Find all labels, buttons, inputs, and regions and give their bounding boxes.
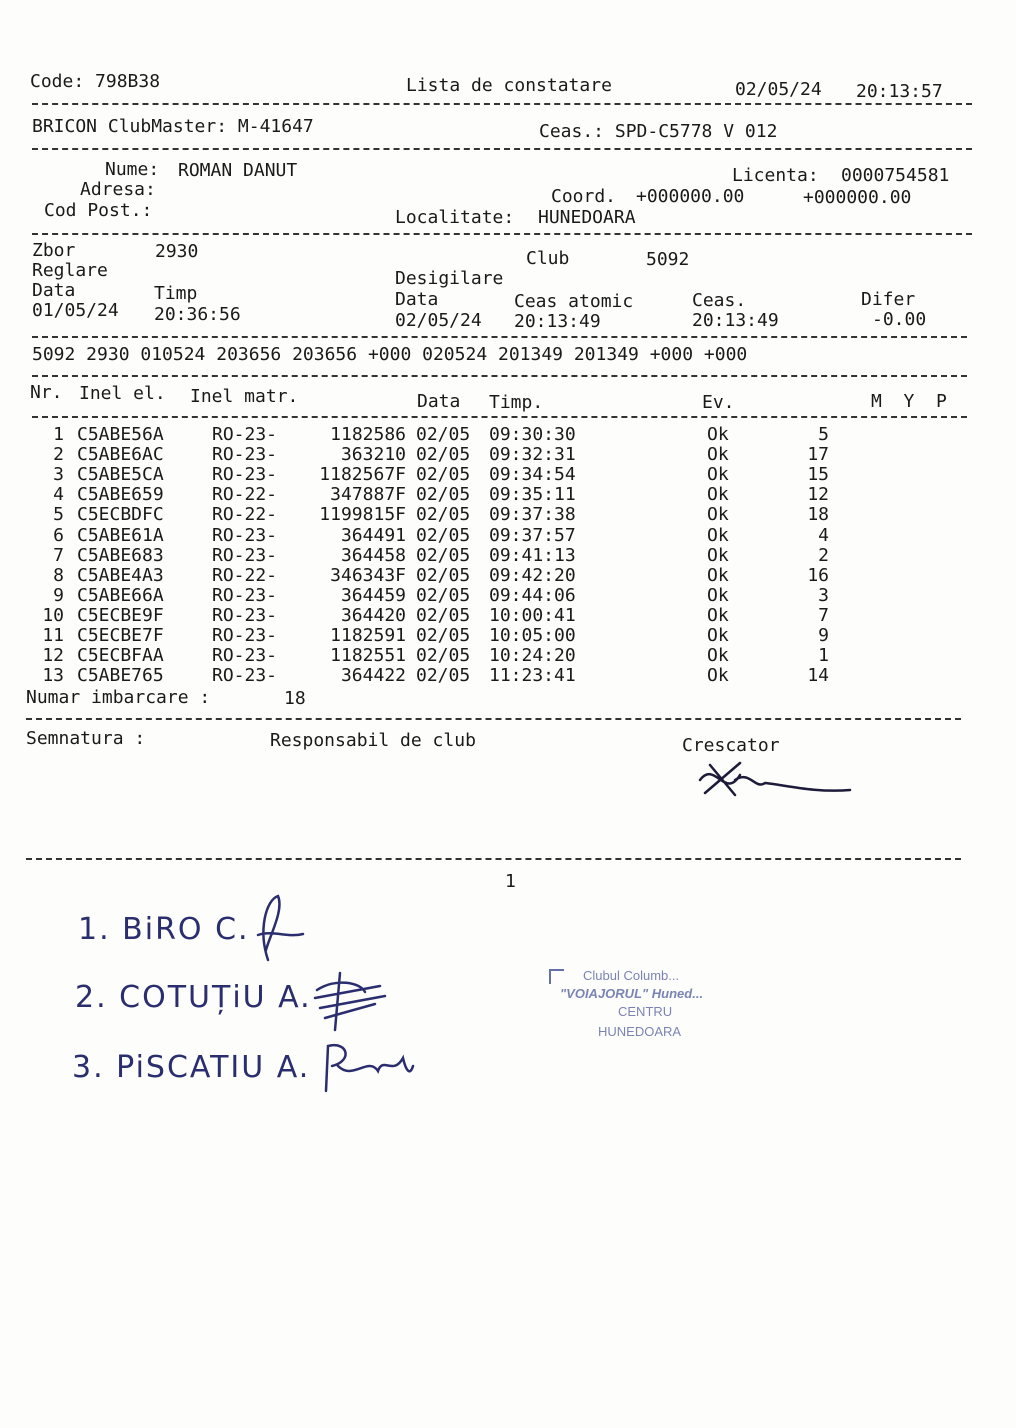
ring-prefix: RO-23-	[212, 464, 278, 486]
stamp-line-1: Clubul Columb...	[583, 968, 680, 983]
handwritten-line-2: 2. COTUȚiU A.	[75, 980, 312, 1015]
table-row	[0, 505, 1016, 525]
electronic-ring: C5ECBFAA	[77, 645, 164, 667]
ring-number: 1199815F	[319, 504, 406, 526]
print-date: 02/05/24	[735, 79, 822, 100]
table-row	[0, 546, 1016, 566]
ring-prefix: RO-23-	[212, 665, 278, 687]
club-number: 5092	[646, 249, 690, 270]
arrival-time: 09:34:54	[489, 464, 576, 486]
col-data: Data	[417, 391, 461, 412]
event-status: Ok	[707, 604, 729, 626]
event-status: Ok	[707, 584, 729, 606]
reglare-label: Reglare	[32, 260, 108, 281]
electronic-ring: C5ABE61A	[77, 524, 164, 546]
table-row	[0, 586, 1016, 606]
club-master-id: BRICON ClubMaster: M-41647	[32, 116, 314, 137]
electronic-ring: C5ECBE9F	[77, 604, 164, 626]
arrival-date: 02/05	[416, 665, 471, 687]
electronic-ring: C5ABE683	[77, 544, 164, 566]
row-number: 12	[42, 645, 64, 667]
desigilare-label: Desigilare	[395, 268, 504, 289]
arrival-time: 09:30:30	[489, 424, 576, 445]
arrival-date: 02/05	[416, 625, 471, 646]
col-ev: Ev.	[702, 392, 735, 413]
arrival-time: 09:44:06	[489, 584, 576, 606]
event-status: Ok	[707, 645, 729, 667]
ring-number: 364491	[340, 524, 406, 546]
reglare-date-label: Data	[32, 280, 76, 301]
difference-value: -0.00	[872, 309, 927, 330]
coord-label: Coord.	[551, 186, 617, 207]
breeder-signature	[695, 755, 855, 805]
signature-label: Semnatura :	[26, 728, 146, 749]
locality: HUNEDOARA	[538, 207, 636, 228]
arrival-date: 02/05	[416, 464, 471, 486]
electronic-ring: C5ABE5CA	[77, 464, 164, 486]
event-status: Ok	[707, 424, 729, 445]
arrival-date: 02/05	[416, 564, 471, 586]
arrival-date: 02/05	[416, 604, 471, 626]
desig-date: 02/05/24	[395, 310, 482, 331]
event-status: Ok	[707, 444, 729, 466]
arrival-time: 09:35:11	[489, 484, 576, 506]
arrival-time: 09:37:38	[489, 504, 576, 526]
col-inel-el: Inel el.	[79, 383, 166, 404]
ring-number: 346343F	[330, 564, 406, 586]
divider	[32, 148, 972, 150]
clock-time: 20:13:49	[692, 310, 779, 331]
event-status: Ok	[707, 464, 729, 486]
arrival-time: 10:24:20	[489, 645, 576, 667]
col-nr: Nr.	[30, 382, 63, 403]
atomic-clock-label: Ceas atomic	[514, 291, 634, 312]
row-number: 9	[53, 584, 64, 606]
postal-code-label: Cod Post.:	[44, 200, 153, 221]
arrival-time: 10:00:41	[489, 604, 576, 626]
row-number: 4	[53, 484, 64, 506]
arrival-date: 02/05	[416, 584, 471, 606]
ring-prefix: RO-23-	[212, 444, 278, 466]
table-row	[0, 566, 1016, 586]
ranking-value: 14	[807, 665, 829, 687]
ranking-value: 5	[818, 424, 829, 445]
ring-number: 1182551	[330, 645, 406, 667]
ring-prefix: RO-23-	[212, 625, 278, 646]
divider	[26, 718, 961, 720]
divider	[32, 103, 972, 105]
ranking-value: 4	[818, 524, 829, 546]
ring-prefix: RO-23-	[212, 584, 278, 606]
arrival-time: 10:05:00	[489, 625, 576, 646]
ranking-value: 3	[818, 584, 829, 606]
ranking-value: 2	[818, 544, 829, 566]
breeder-label: Crescator	[682, 735, 780, 756]
electronic-ring: C5ABE66A	[77, 584, 164, 606]
ring-prefix: RO-23-	[212, 544, 278, 566]
ring-number: 363210	[340, 444, 406, 466]
clock-label: Ceas.	[692, 290, 747, 311]
row-number: 11	[42, 625, 64, 646]
arrival-time: 09:32:31	[489, 444, 576, 466]
table-row	[0, 425, 1016, 445]
ring-prefix: RO-22-	[212, 504, 278, 526]
row-number: 13	[42, 665, 64, 687]
arrival-date: 02/05	[416, 544, 471, 566]
ring-number: 1182567F	[319, 464, 406, 486]
divider	[32, 375, 967, 377]
ranking-value: 15	[807, 464, 829, 486]
licence-label: Licenta:	[732, 165, 819, 186]
reglare-time-label: Timp	[154, 283, 198, 304]
row-number: 1	[53, 424, 64, 445]
signature-2	[305, 968, 395, 1038]
table-row	[0, 606, 1016, 626]
table-row	[0, 465, 1016, 485]
licence-number: 0000754581	[841, 165, 950, 186]
col-myp: M Y P	[871, 391, 947, 412]
signature-3	[318, 1036, 418, 1096]
handwritten-line-1: 1. BiRO C.	[78, 912, 250, 947]
electronic-ring: C5ABE659	[77, 484, 164, 506]
club-label: Club	[526, 248, 570, 269]
ring-prefix: RO-22-	[212, 484, 278, 506]
ranking-value: 16	[807, 564, 829, 586]
ring-prefix: RO-23-	[212, 604, 278, 626]
reglare-date: 01/05/24	[32, 300, 119, 321]
row-number: 10	[42, 604, 64, 626]
ring-prefix: RO-23-	[212, 424, 278, 445]
electronic-ring: C5ECBDFC	[77, 504, 164, 526]
arrival-time: 09:37:57	[489, 524, 576, 546]
electronic-ring: C5ABE765	[77, 665, 164, 687]
row-number: 6	[53, 524, 64, 546]
handwritten-line-3: 3. PiSCATIU A.	[72, 1050, 311, 1085]
code-line: 5092 2930 010524 203656 203656 +000 020524 201349 201349 +000 +000	[32, 344, 748, 365]
col-timp: Timp.	[489, 392, 544, 413]
ranking-value: 12	[807, 484, 829, 506]
arrival-date: 02/05	[416, 524, 471, 546]
electronic-ring: C5ABE6AC	[77, 444, 164, 466]
divider	[26, 858, 961, 860]
table-row	[0, 666, 1016, 686]
ring-number: 347887F	[330, 484, 406, 506]
ring-number: 364420	[340, 604, 406, 626]
row-number: 2	[53, 444, 64, 466]
ranking-value: 18	[807, 504, 829, 526]
boarding-count: 18	[284, 688, 306, 709]
club-responsible-label: Responsabil de club	[270, 730, 476, 751]
stamp-line-3: CENTRU	[618, 1004, 673, 1019]
event-status: Ok	[707, 544, 729, 566]
reglare-time: 20:36:56	[154, 304, 241, 325]
electronic-ring: C5ABE56A	[77, 424, 164, 445]
owner-name: ROMAN DANUT	[178, 160, 298, 181]
row-number: 3	[53, 464, 64, 486]
arrival-date: 02/05	[416, 504, 471, 526]
table-row	[0, 445, 1016, 465]
event-status: Ok	[707, 524, 729, 546]
coord-y: +000000.00	[803, 187, 912, 208]
arrival-date: 02/05	[416, 484, 471, 506]
desig-date-label: Data	[395, 289, 439, 310]
arrival-date: 02/05	[416, 424, 471, 445]
table-row	[0, 485, 1016, 505]
table-row	[0, 626, 1016, 646]
divider	[32, 233, 972, 235]
stamp-corner-mark	[548, 966, 568, 986]
clock-id: Ceas.: SPD-C5778 V 012	[539, 121, 778, 142]
electronic-ring: C5ECBE7F	[77, 625, 164, 646]
row-number: 5	[53, 504, 64, 526]
page-number: 1	[505, 871, 516, 892]
document-code: Code: 798B38	[30, 71, 161, 92]
coord-x: +000000.00	[636, 186, 745, 207]
ring-number: 364422	[340, 665, 406, 687]
arrival-time: 09:42:20	[489, 564, 576, 586]
row-number: 8	[53, 564, 64, 586]
ranking-value: 9	[818, 625, 829, 646]
event-status: Ok	[707, 625, 729, 646]
arrival-date: 02/05	[416, 444, 471, 466]
table-row	[0, 526, 1016, 546]
ring-prefix: RO-22-	[212, 564, 278, 586]
address-label: Adresa:	[80, 179, 156, 200]
flight-label: Zbor	[32, 240, 76, 261]
event-status: Ok	[707, 504, 729, 526]
event-status: Ok	[707, 484, 729, 506]
ranking-value: 17	[807, 444, 829, 466]
difference-label: Difer	[861, 289, 916, 310]
row-number: 7	[53, 544, 64, 566]
flight-number: 2930	[155, 241, 199, 262]
locality-label: Localitate:	[395, 207, 515, 228]
ring-prefix: RO-23-	[212, 645, 278, 667]
electronic-ring: C5ABE4A3	[77, 564, 164, 586]
event-status: Ok	[707, 564, 729, 586]
ring-number: 1182586	[330, 424, 406, 445]
col-inel-matr: Inel matr.	[190, 386, 299, 407]
divider	[32, 336, 967, 338]
stamp-line-4: HUNEDOARA	[598, 1024, 682, 1039]
arrival-date: 02/05	[416, 645, 471, 667]
ring-prefix: RO-23-	[212, 524, 278, 546]
arrival-time: 09:41:13	[489, 544, 576, 566]
print-time: 20:13:57	[856, 81, 943, 102]
table-row	[0, 646, 1016, 666]
name-label: Nume:	[105, 159, 160, 180]
signature-1	[248, 890, 318, 970]
boarding-label: Numar imbarcare :	[26, 687, 211, 708]
stamp-line-2: "VOIAJORUL" Huned...	[560, 986, 704, 1001]
divider	[32, 416, 967, 418]
arrival-time: 11:23:41	[489, 665, 576, 687]
document-title: Lista de constatare	[406, 75, 612, 96]
ring-number: 364459	[340, 584, 406, 606]
ring-number: 1182591	[330, 625, 406, 646]
ring-number: 364458	[340, 544, 406, 566]
ranking-value: 1	[818, 645, 829, 667]
ranking-value: 7	[818, 604, 829, 626]
event-status: Ok	[707, 665, 729, 687]
atomic-time: 20:13:49	[514, 311, 601, 332]
